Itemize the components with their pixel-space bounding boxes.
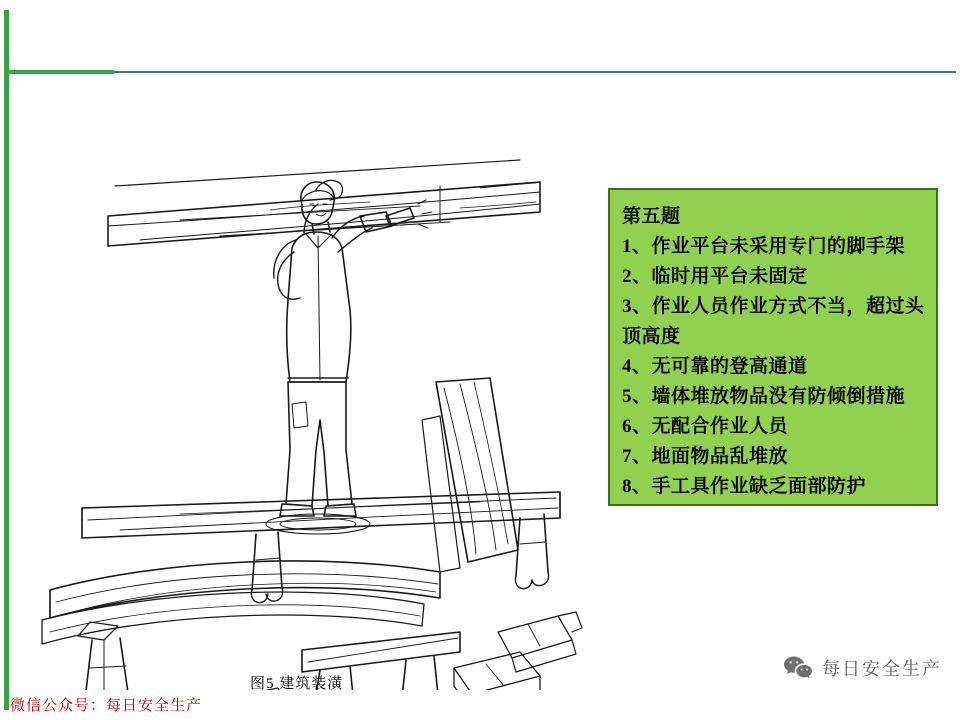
answer-item-4: 4、无可靠的登高通道: [622, 356, 808, 377]
top-rule-blue-segment: [114, 71, 956, 73]
figure-caption: 图5 建筑装潢: [250, 676, 344, 692]
answer-box: [608, 188, 938, 506]
wechat-watermark: [783, 655, 942, 681]
answer-item-8: 8、手工具作业缺乏面部防护: [622, 476, 867, 497]
answer-item-2: 2、临时用平台未固定: [622, 266, 808, 287]
answer-item-5: 5、墙体堆放物品没有防倾倒措施: [622, 386, 906, 407]
top-rule-green-segment: [4, 70, 114, 74]
answer-item-6: 6、无配合作业人员: [622, 416, 789, 437]
left-accent-bar: [4, 10, 9, 710]
answer-item-1: 1、作业平台未采用专门的脚手架: [622, 236, 906, 257]
watermark-left-text: 微信公众号：每日安全生产: [10, 698, 203, 714]
construction-illustration: [20, 120, 600, 690]
wechat-account-name: 每日安全生产: [822, 659, 942, 679]
answer-title: 第五题: [622, 206, 681, 227]
answer-item-7: 7、地面物品乱堆放: [622, 446, 789, 467]
wechat-icon: [783, 655, 813, 681]
answer-item-3: 3、作业人员作业方式不当，超过头顶高度: [622, 296, 925, 347]
